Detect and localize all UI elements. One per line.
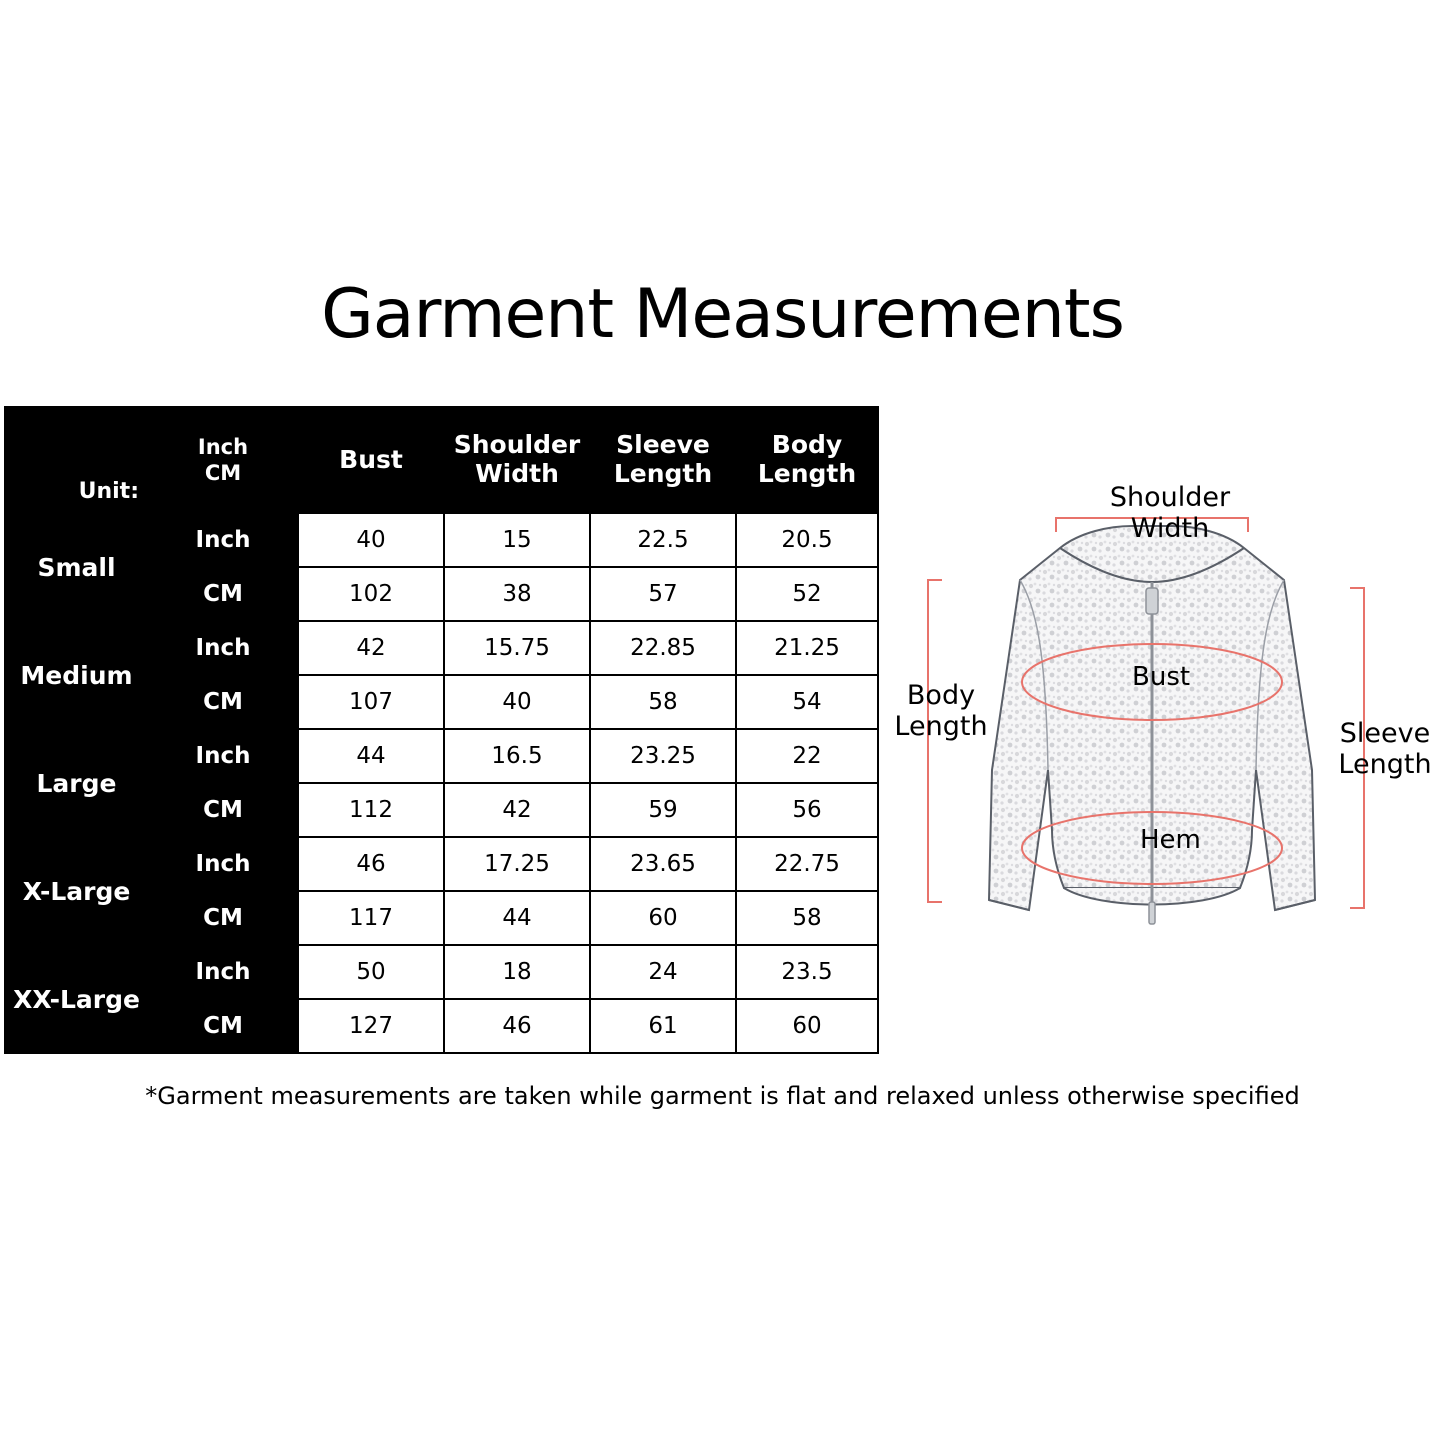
cell-body: 56	[736, 783, 878, 837]
row-unit-cm: CM	[148, 891, 298, 945]
row-unit-cm: CM	[148, 567, 298, 621]
cell-bust: 50	[298, 945, 444, 999]
row-unit-inch: Inch	[148, 945, 298, 999]
cell-sleeve: 23.65	[590, 837, 736, 891]
label-sleeve-length	[1320, 718, 1445, 780]
table-row	[5, 837, 878, 891]
size-label-xx-large: XX-Large	[5, 945, 148, 1053]
cell-bust: 117	[298, 891, 444, 945]
size-label-large: Large	[5, 729, 148, 837]
cell-sleeve: 61	[590, 999, 736, 1053]
cell-body: 52	[736, 567, 878, 621]
table-row	[5, 945, 878, 999]
cell-sleeve: 57	[590, 567, 736, 621]
row-unit-inch: Inch	[148, 729, 298, 783]
row-unit-inch: Inch	[148, 513, 298, 567]
column-header-bust-line1: Bust	[339, 444, 403, 474]
unit-header-cell	[5, 407, 148, 513]
row-unit-cm: CM	[148, 675, 298, 729]
cell-sleeve: 22.5	[590, 513, 736, 567]
cell-shoulder: 44	[444, 891, 590, 945]
column-header-sleeve-line1: Sleeve	[616, 430, 710, 460]
size-label-small: Small	[5, 513, 148, 621]
column-header-shoulder-line2: Width	[475, 459, 559, 488]
table-row	[5, 621, 878, 675]
cell-bust: 102	[298, 567, 444, 621]
cell-shoulder: 15	[444, 513, 590, 567]
label-body-length-line2: Length	[894, 711, 988, 743]
cell-shoulder: 46	[444, 999, 590, 1053]
table-header-row	[5, 407, 878, 513]
table-row	[5, 513, 878, 567]
label-hem: Hem	[1140, 825, 1201, 855]
unit-label: Unit:	[78, 479, 139, 504]
cell-sleeve: 22.85	[590, 621, 736, 675]
cell-body: 60	[736, 999, 878, 1053]
cell-bust: 42	[298, 621, 444, 675]
label-shoulder-width-line1: Shoulder	[1109, 482, 1231, 513]
unit-cm-label: CM	[204, 461, 242, 485]
cell-shoulder: 42	[444, 783, 590, 837]
label-bust: Bust	[1132, 662, 1191, 692]
label-shoulder-width	[1060, 482, 1280, 544]
cell-body: 22	[736, 729, 878, 783]
cell-shoulder: 18	[444, 945, 590, 999]
cell-sleeve: 59	[590, 783, 736, 837]
cell-shoulder: 38	[444, 567, 590, 621]
column-header-body-line1: Body	[771, 430, 843, 460]
label-sleeve-length-line1: Sleeve	[1339, 718, 1431, 749]
row-unit-cm: CM	[148, 999, 298, 1053]
cell-shoulder: 15.75	[444, 621, 590, 675]
column-header-sleeve-length	[590, 407, 736, 513]
column-header-shoulder-line1: Shoulder	[453, 430, 581, 460]
label-sleeve-length-line2: Length	[1338, 749, 1432, 781]
table-row	[5, 729, 878, 783]
row-unit-inch: Inch	[148, 837, 298, 891]
row-unit-inch: Inch	[148, 621, 298, 675]
label-body-length-line1: Body	[906, 680, 976, 711]
cell-body: 21.25	[736, 621, 878, 675]
cell-sleeve: 24	[590, 945, 736, 999]
cell-sleeve: 60	[590, 891, 736, 945]
cell-body: 58	[736, 891, 878, 945]
label-shoulder-width-line2: Width	[1130, 513, 1210, 545]
cell-bust: 107	[298, 675, 444, 729]
column-header-sleeve-line2: Length	[613, 459, 713, 488]
column-header-shoulder-width	[444, 407, 590, 513]
cell-bust: 112	[298, 783, 444, 837]
cell-sleeve: 23.25	[590, 729, 736, 783]
size-chart-table	[4, 406, 879, 1054]
row-unit-cm: CM	[148, 783, 298, 837]
cell-shoulder: 17.25	[444, 837, 590, 891]
size-label-x-large: X-Large	[5, 837, 148, 945]
cell-body: 54	[736, 675, 878, 729]
cell-sleeve: 58	[590, 675, 736, 729]
cell-shoulder: 16.5	[444, 729, 590, 783]
page-title: Garment Measurements	[321, 275, 1124, 354]
column-header-body-line2: Length	[757, 459, 857, 488]
cell-bust: 40	[298, 513, 444, 567]
unit-values-header-cell	[148, 407, 298, 513]
cell-body: 23.5	[736, 945, 878, 999]
cell-shoulder: 40	[444, 675, 590, 729]
garment-illustration	[860, 470, 1445, 990]
cell-body: 20.5	[736, 513, 878, 567]
cell-bust: 44	[298, 729, 444, 783]
column-header-body-length	[736, 407, 878, 513]
cell-bust: 46	[298, 837, 444, 891]
unit-inch-label: Inch	[197, 434, 249, 459]
cell-bust: 127	[298, 999, 444, 1053]
footnote: *Garment measurements are taken while garment is flat and relaxed unless otherwise specified	[145, 1082, 1300, 1110]
size-label-medium: Medium	[5, 621, 148, 729]
cell-body: 22.75	[736, 837, 878, 891]
column-header-bust	[298, 407, 444, 513]
label-body-length	[866, 680, 1016, 742]
